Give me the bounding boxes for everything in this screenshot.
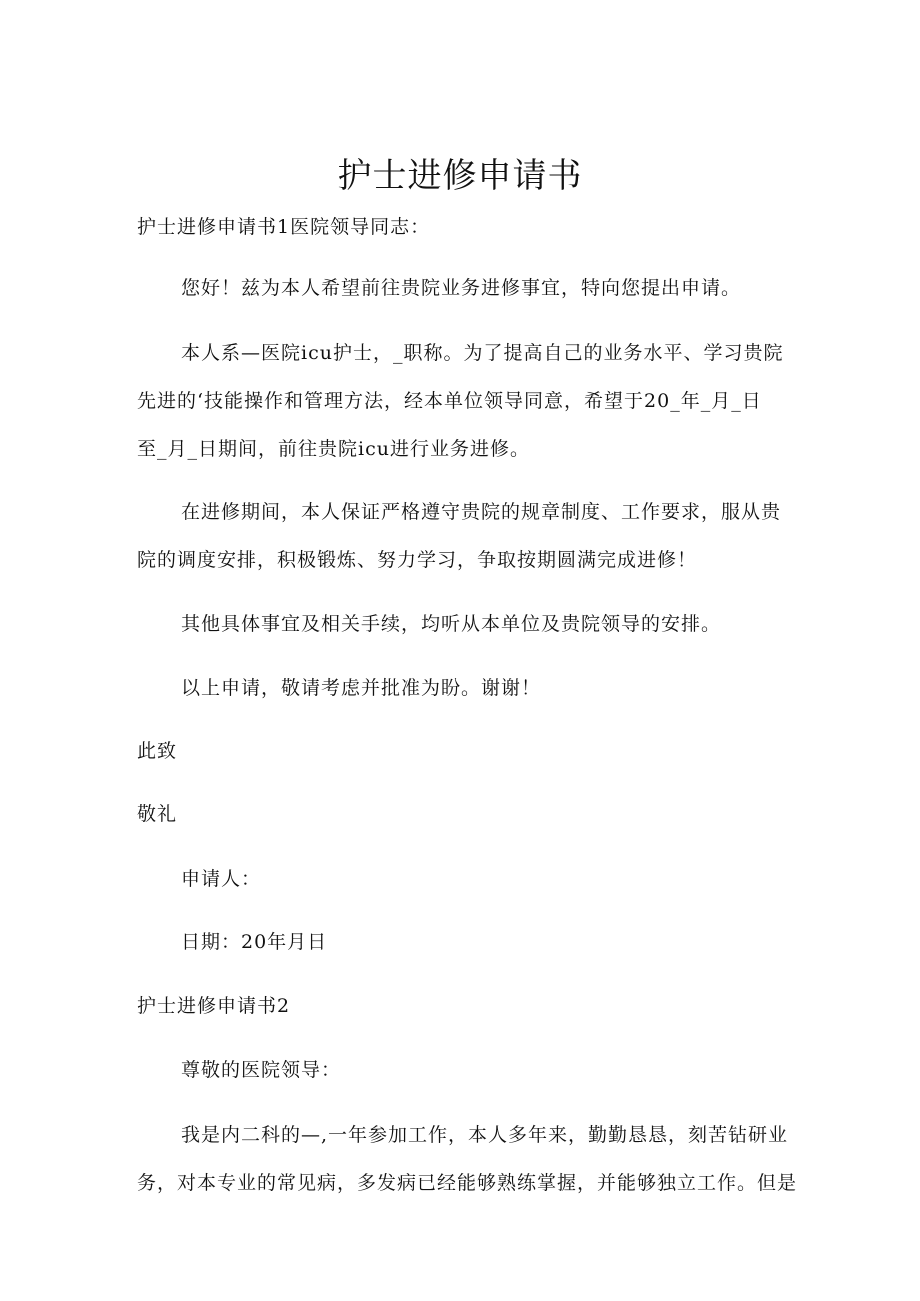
section-heading: 护士进修申请书2 — [137, 995, 291, 1017]
document-title: 护士进修申请书 — [337, 156, 583, 196]
paragraph-line: 务，对本专业的常见病，多发病已经能够熟练掌握，并能够独立工作。但是 — [137, 1172, 798, 1194]
paragraph-line: 院的调度安排，积极锻炼、努力学习，争取按期圆满完成进修！ — [137, 549, 698, 571]
paragraph-line: 先进的‘技能操作和管理方法，经本单位领导同意，希望于20_年_月_日 — [137, 390, 762, 412]
paragraph-line: 至_月_日期间，前往贵院icu进行业务进修。 — [137, 438, 530, 460]
paragraph-line: 其他具体事宜及相关手续，均听从本单位及贵院领导的安排。 — [181, 613, 722, 635]
paragraph-line: 以上申请，敬请考虑并批准为盼。谢谢！ — [181, 677, 542, 699]
salutation-line: 护士进修申请书1医院领导同志： — [137, 216, 431, 238]
date-line: 日期：20年月日 — [181, 931, 328, 953]
closing-line: 此致 — [137, 740, 178, 762]
paragraph-line: 本人系—医院icu护士，_职称。为了提高自己的业务水平、学习贵院 — [181, 342, 784, 364]
paragraph-line: 您好！兹为本人希望前往贵院业务进修事宜，特向您提出申请。 — [181, 277, 742, 299]
applicant-line: 申请人： — [181, 868, 262, 890]
salutation-line: 尊敬的医院领导： — [181, 1059, 342, 1081]
paragraph-line: 我是内二科的—,一年参加工作，本人多年来，勤勤恳恳，刻苦钻研业 — [181, 1124, 789, 1146]
closing-line: 敬礼 — [137, 803, 178, 825]
paragraph-line: 在进修期间，本人保证严格遵守贵院的规章制度、工作要求，服从贵 — [181, 501, 782, 523]
